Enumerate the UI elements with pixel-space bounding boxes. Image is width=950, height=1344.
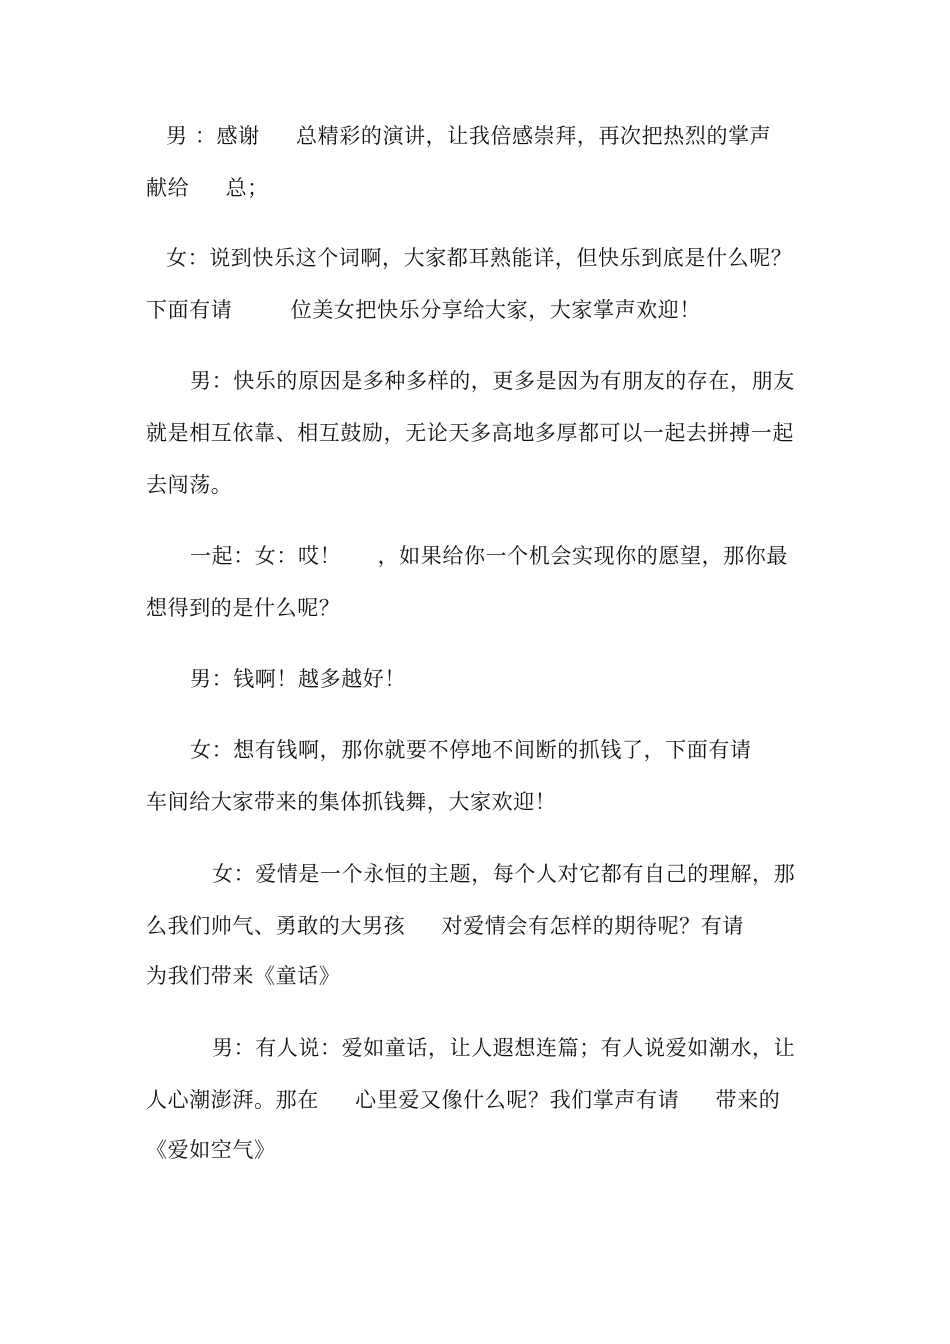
paragraph-8-line-1: 男：有人说：爱如童话，让人遐想连篇；有人说爱如潮水，让 [212, 1036, 796, 1060]
paragraph-7-line-3: 为我们带来《童话》 [146, 964, 341, 988]
paragraph-7-line-1: 女：爱情是一个永恒的主题，每个人对它都有自己的理解，那 [212, 862, 796, 886]
paragraph-3-line-2: 就是相互依靠、相互鼓励，无论天多高地多厚都可以一起去拼搏一起 [146, 421, 794, 445]
paragraph-5-line-1: 男：钱啊！越多越好！ [190, 667, 406, 691]
paragraph-4-line-2: 想得到的是什么呢？ [146, 596, 341, 620]
paragraph-7-line-2: 么我们帅气、勇敢的大男孩 对爱情会有怎样的期待呢？有请 [146, 914, 744, 938]
paragraph-1-line-1: 男 ：感谢 总精彩的演讲，让我倍感崇拜，再次把热烈的掌声 [166, 124, 772, 148]
paragraph-3-line-3: 去闯荡。 [146, 473, 233, 497]
paragraph-2-line-2: 下面有请 位美女把快乐分享给大家，大家掌声欢迎！ [146, 298, 701, 322]
paragraph-6-line-2: 车间给大家带来的集体抓钱舞，大家欢迎！ [146, 790, 557, 814]
paragraph-1-line-2: 献给 总； [146, 176, 269, 200]
paragraph-8-line-3: 《爱如空气》 [146, 1138, 276, 1162]
paragraph-2-line-1: 女：说到快乐这个词啊，大家都耳熟能详，但快乐到底是什么呢？ [166, 246, 793, 270]
paragraph-6-line-1: 女：想有钱啊，那你就要不停地不间断的抓钱了，下面有请 [190, 738, 752, 762]
paragraph-4-line-1: 一起：女：哎！ ，如果给你一个机会实现你的愿望，那你最 [190, 544, 788, 568]
paragraph-8-line-2: 人心潮澎湃。那在 心里爱又像什么呢？我们掌声有请 带来的 [146, 1088, 781, 1112]
paragraph-3-line-1: 男：快乐的原因是多种多样的，更多是因为有朋友的存在，朋友 [190, 369, 795, 393]
